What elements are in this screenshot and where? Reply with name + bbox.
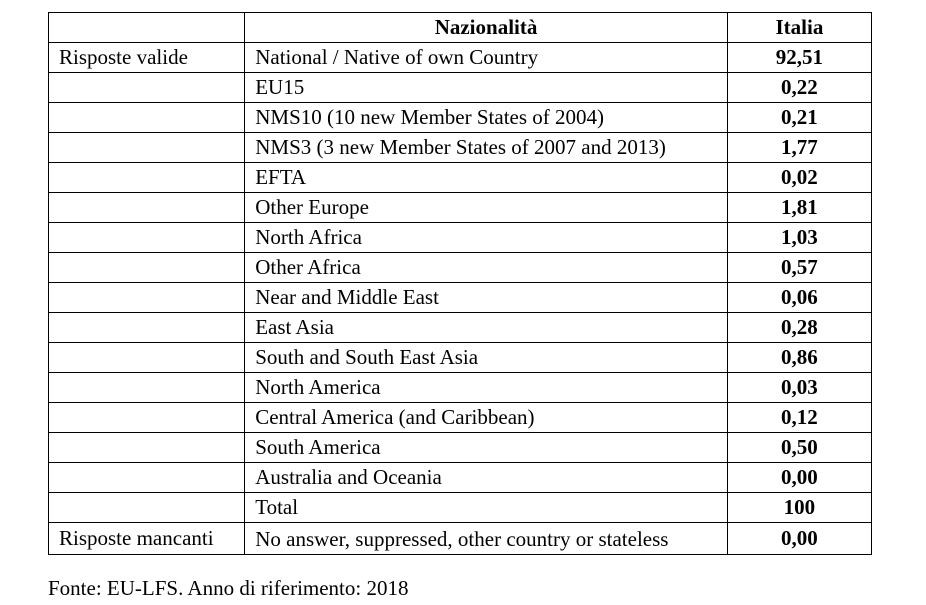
table-row <box>49 373 872 403</box>
nationality-cell: Central America (and Caribbean) <box>245 403 728 433</box>
nationality-cell: EFTA <box>245 163 728 193</box>
nationality-cell: Other Africa <box>245 253 728 283</box>
group-cell-empty <box>49 133 245 163</box>
table-row <box>49 283 872 313</box>
table-row <box>49 163 872 193</box>
group-cell-empty <box>49 223 245 253</box>
group-cell-empty <box>49 283 245 313</box>
table-row <box>49 133 872 163</box>
group-cell-empty <box>49 73 245 103</box>
nationality-cell: Other Europe <box>245 193 728 223</box>
value-cell: 0,03 <box>727 373 871 403</box>
header-group-cell <box>49 13 245 43</box>
value-cell: 0,00 <box>727 523 871 555</box>
table-row <box>49 223 872 253</box>
table-body <box>49 43 872 555</box>
value-cell: 1,77 <box>727 133 871 163</box>
table-row <box>49 343 872 373</box>
group-cell-empty <box>49 193 245 223</box>
nationality-cell: North America <box>245 373 728 403</box>
table-row <box>49 43 872 73</box>
nationality-cell: East Asia <box>245 313 728 343</box>
nationality-cell: EU15 <box>245 73 728 103</box>
value-cell: 100 <box>727 493 871 523</box>
nationality-cell: NMS10 (10 new Member States of 2004) <box>245 103 728 133</box>
value-cell: 0,06 <box>727 283 871 313</box>
table-header-row <box>49 13 872 43</box>
group-cell-empty <box>49 343 245 373</box>
value-cell: 0,28 <box>727 313 871 343</box>
table-row <box>49 103 872 133</box>
group-cell-empty <box>49 463 245 493</box>
group-cell-empty <box>49 433 245 463</box>
value-cell: 0,57 <box>727 253 871 283</box>
value-cell: 0,86 <box>727 343 871 373</box>
table-row <box>49 313 872 343</box>
group-cell-empty <box>49 373 245 403</box>
value-cell: 1,03 <box>727 223 871 253</box>
source-caption: Fonte: EU-LFS. Anno di riferimento: 2018 <box>48 576 409 600</box>
value-cell: 0,22 <box>727 73 871 103</box>
table-row <box>49 73 872 103</box>
group-cell-empty <box>49 163 245 193</box>
nationality-cell: Australia and Oceania <box>245 463 728 493</box>
value-cell: 0,02 <box>727 163 871 193</box>
value-cell: 1,81 <box>727 193 871 223</box>
value-cell: 0,12 <box>727 403 871 433</box>
group-cell-empty <box>49 253 245 283</box>
value-cell: 92,51 <box>727 43 871 73</box>
value-cell: 0,50 <box>727 433 871 463</box>
nationality-cell: Near and Middle East <box>245 283 728 313</box>
table-row <box>49 403 872 433</box>
nationality-table <box>48 12 872 555</box>
nationality-cell: No answer, suppressed, other country or stateless <box>245 523 728 555</box>
header-country: Italia <box>727 13 871 43</box>
table-row <box>49 463 872 493</box>
nationality-cell: South America <box>245 433 728 463</box>
nationality-cell: NMS3 (3 new Member States of 2007 and 2013) <box>245 133 728 163</box>
table-row <box>49 253 872 283</box>
nationality-cell: Total <box>245 493 728 523</box>
header-nationality: Nazionalità <box>245 13 728 43</box>
group-cell-empty <box>49 403 245 433</box>
table-row <box>49 193 872 223</box>
group-cell-empty <box>49 313 245 343</box>
group-label-valid: Risposte valide <box>49 43 245 73</box>
table-row-missing <box>49 523 872 555</box>
value-cell: 0,00 <box>727 463 871 493</box>
nationality-cell: South and South East Asia <box>245 343 728 373</box>
nationality-cell: National / Native of own Country <box>245 43 728 73</box>
group-cell-empty <box>49 103 245 133</box>
table-row <box>49 433 872 463</box>
group-cell-empty <box>49 493 245 523</box>
table-row <box>49 493 872 523</box>
nationality-cell: North Africa <box>245 223 728 253</box>
group-label-missing: Risposte mancanti <box>49 523 245 555</box>
value-cell: 0,21 <box>727 103 871 133</box>
